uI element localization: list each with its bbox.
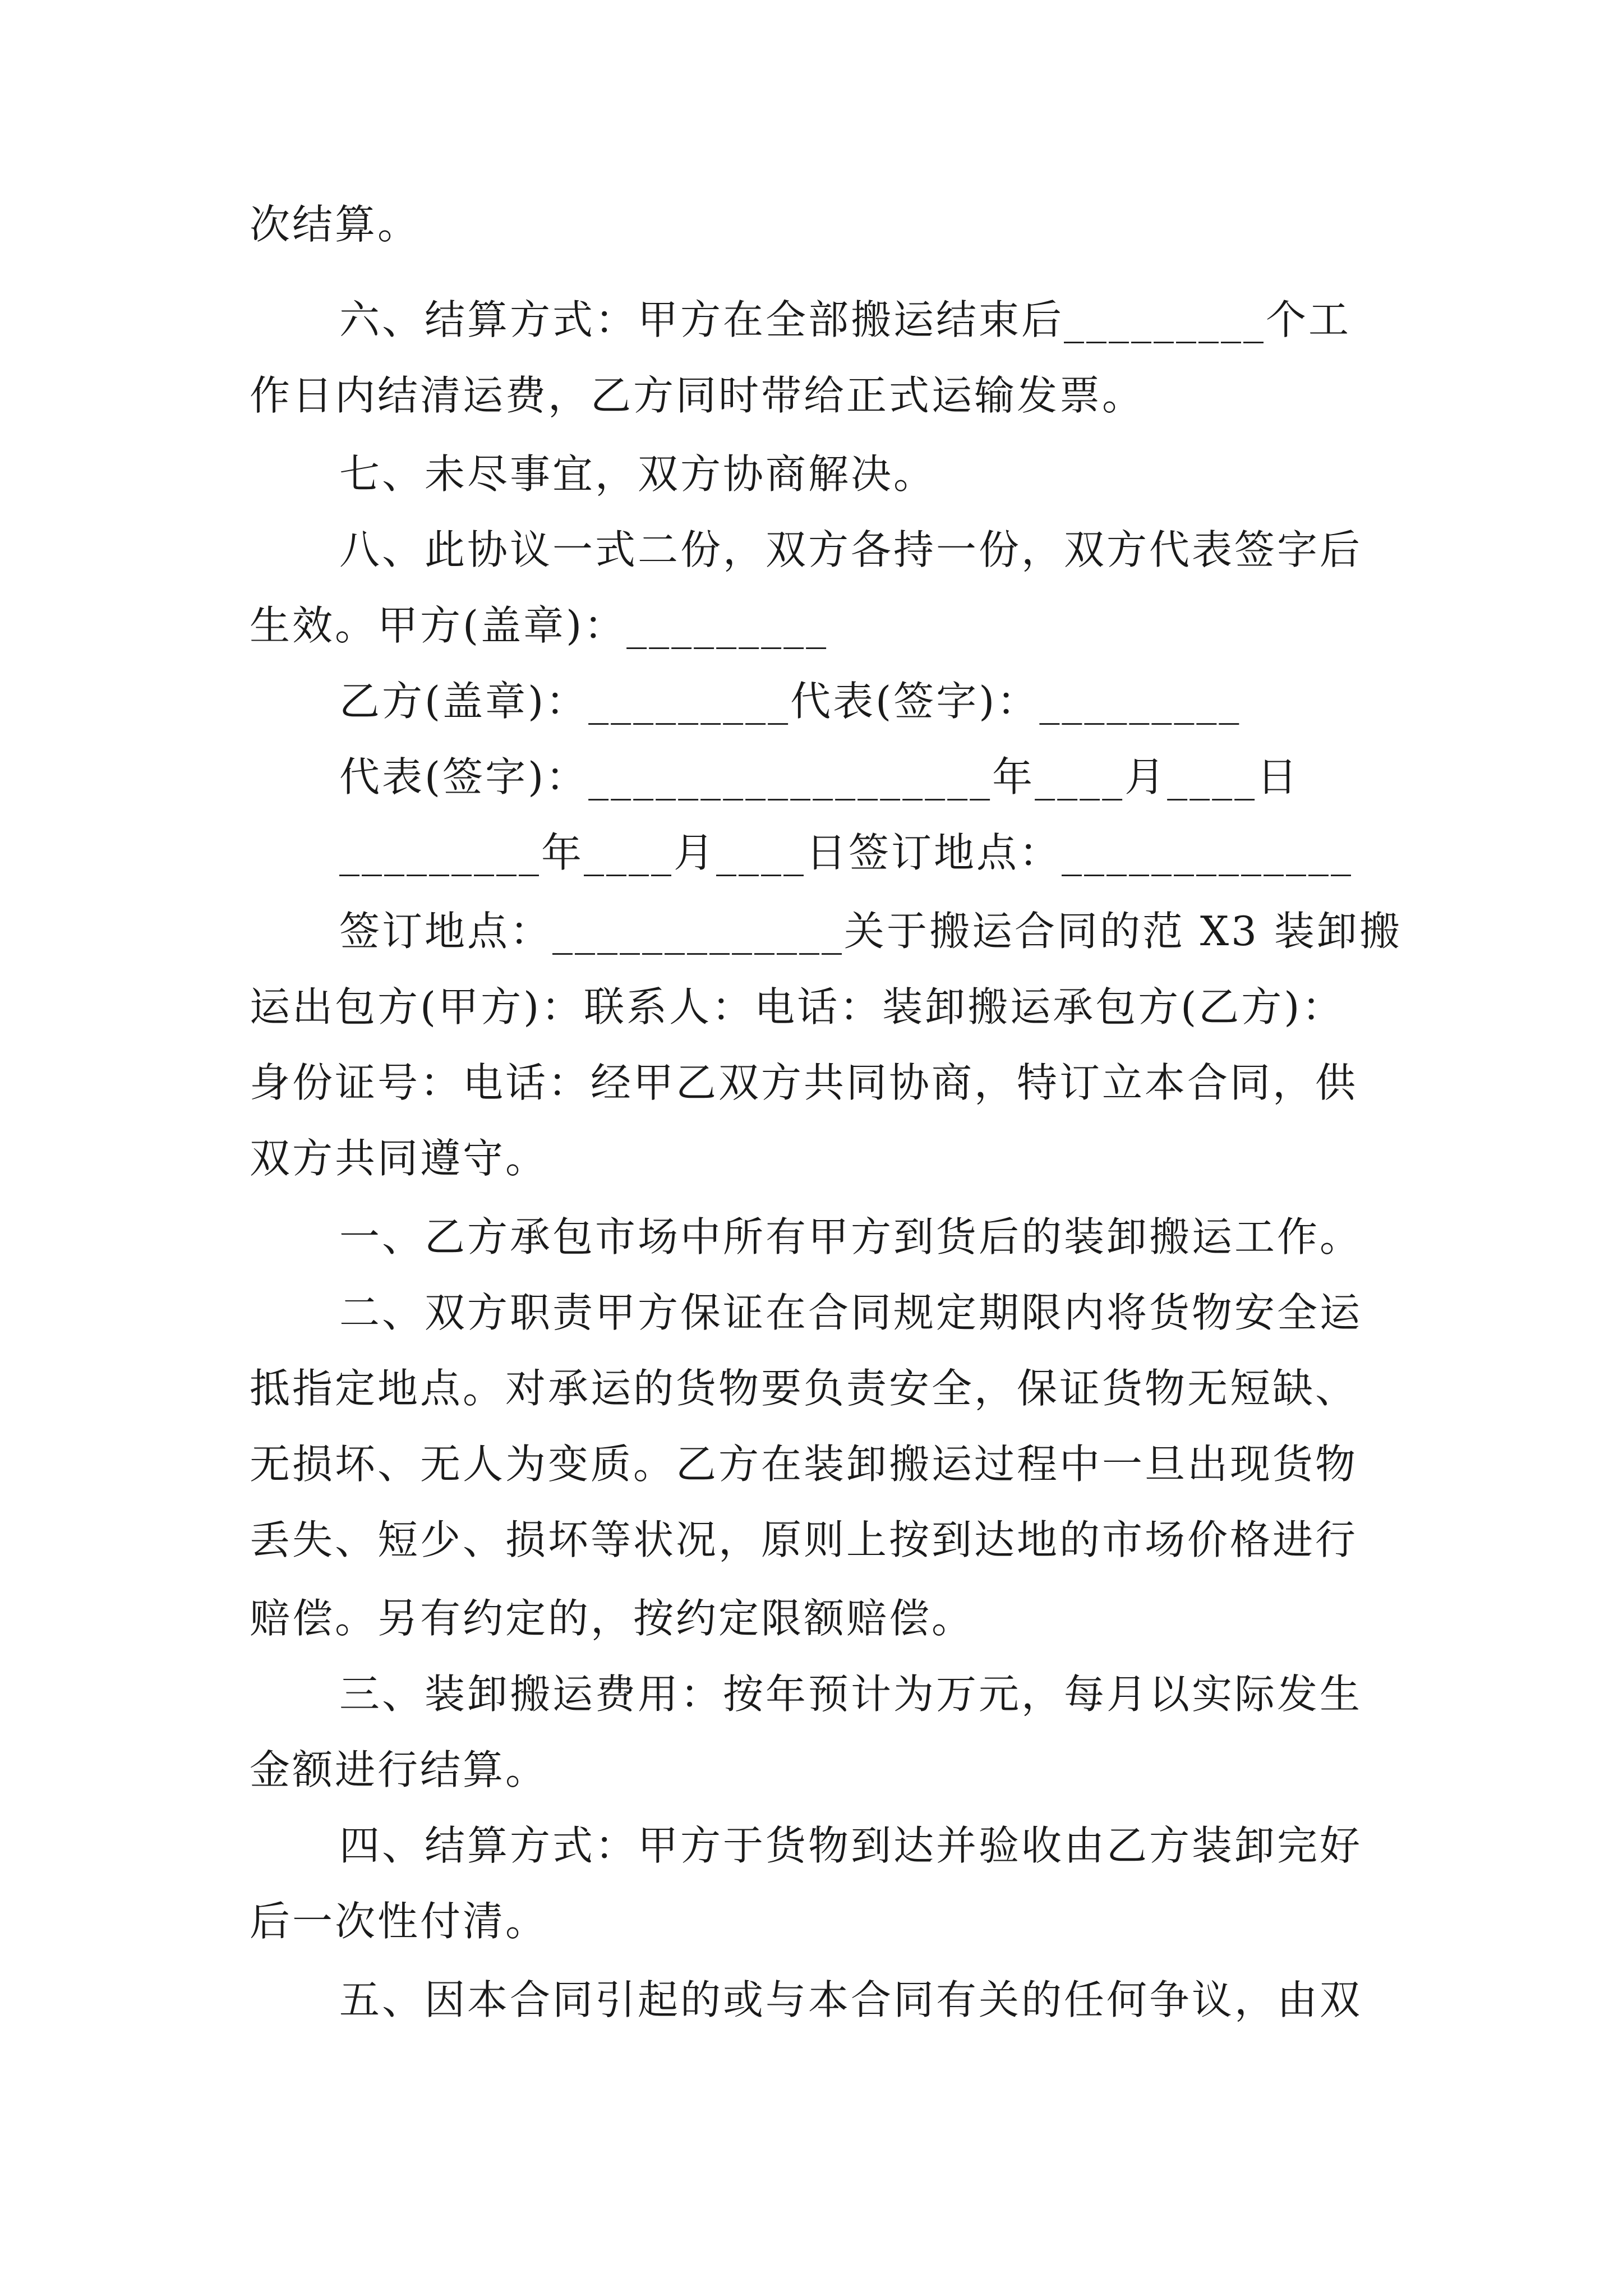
text-line-7: 乙方(盖章)：_________代表(签字)：_________ (339, 678, 1242, 725)
text-line-6: 生效。甲方(盖章)：_________ (250, 602, 829, 649)
text-line-3: 作日内结清运费，乙方同时带给正式运输发票。 (250, 372, 1145, 419)
text-line-8: 代表(签字)：__________________年____月____日 (339, 753, 1300, 800)
text-line-23: 后一次性付清。 (250, 1898, 548, 1945)
text-line-15: 二、双方职责甲方保证在合同规定期限内将货物安全运 (339, 1289, 1363, 1336)
text-line-22: 四、结算方式：甲方于货物到达并验收由乙方装卸完好 (339, 1822, 1363, 1869)
text-line-11: 运出包方(甲方)：联系人：电话：装卸搬运承包方(乙方)： (250, 983, 1345, 1030)
text-line-24: 五、因本合同引起的或与本合同有关的任何争议，由双 (339, 1976, 1363, 2023)
text-line-12: 身份证号：电话：经甲乙双方共同协商，特订立本合同，供 (250, 1059, 1358, 1106)
text-line-20: 三、装卸搬运费用：按年预计为万元，每月以实际发生 (339, 1671, 1363, 1718)
text-line-21: 金额进行结算。 (250, 1746, 548, 1793)
text-line-19: 赔偿。另有约定的，按约定限额赔偿。 (250, 1595, 975, 1642)
text-line-14: 一、乙方承包市场中所有甲方到货后的装卸搬运工作。 (339, 1213, 1363, 1260)
text-line-1: 次结算。 (250, 201, 421, 248)
text-line-2: 六、结算方式：甲方在全部搬运结束后_________个工 (339, 296, 1352, 343)
text-line-16: 抵指定地点。对承运的货物要负责安全，保证货物无短缺、 (250, 1365, 1358, 1412)
text-line-5: 八、此协议一式二份，双方各持一份，双方代表签字后 (339, 526, 1363, 573)
text-line-17: 无损坏、无人为变质。乙方在装卸搬运过程中一旦出现货物 (250, 1441, 1358, 1488)
text-line-4: 七、未尽事宜，双方协商解决。 (339, 450, 937, 498)
text-line-10: 签订地点：_____________关于搬运合同的范 X3 装卸搬 (339, 908, 1402, 955)
text-line-18: 丢失、短少、损坏等状况，原则上按到达地的市场价格进行 (250, 1516, 1358, 1563)
text-line-13: 双方共同遵守。 (250, 1135, 548, 1182)
text-line-9: _________年____月____日签订地点：_____________ (339, 829, 1354, 876)
